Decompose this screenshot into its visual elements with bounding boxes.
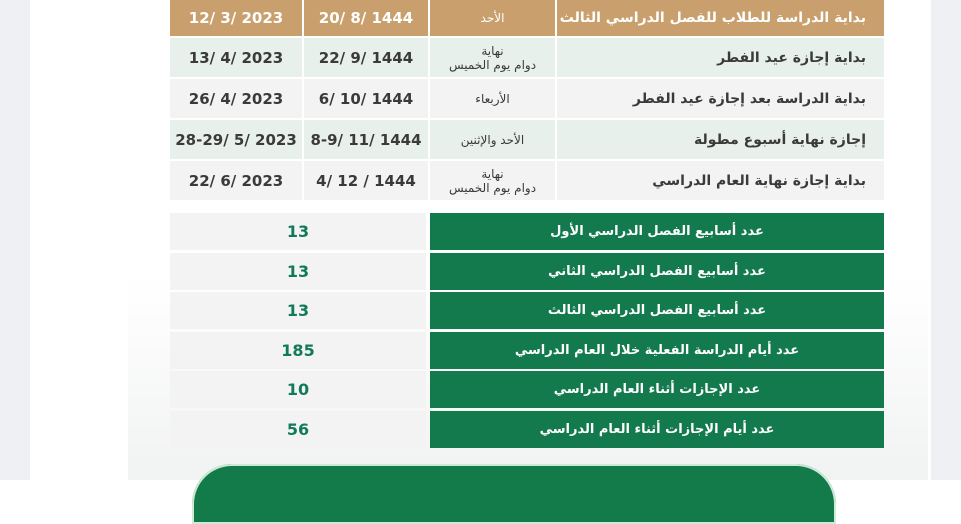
day-text: نهاية bbox=[481, 166, 504, 181]
hijri-date: 20/ 8/ 1444 bbox=[304, 0, 428, 36]
stat-label: عدد أيام الدراسة الفعلية خلال العام الدراسي bbox=[430, 332, 884, 369]
day-cell bbox=[430, 79, 555, 118]
event-name: بداية الدراسة بعد إجازة عيد الفطر bbox=[557, 79, 884, 118]
hijri-date: 22/ 9/ 1444 bbox=[304, 38, 428, 77]
table-row bbox=[170, 120, 886, 159]
stat-label: عدد أسابيع الفصل الدراسي الثالث bbox=[430, 292, 884, 329]
gregorian-date: 12/ 3/ 2023 bbox=[170, 0, 302, 36]
stat-value: 10 bbox=[170, 371, 426, 408]
calendar-page bbox=[30, 0, 931, 480]
stat-value: 13 bbox=[170, 253, 426, 290]
stat-label: عدد الإجازات أثناء العام الدراسي bbox=[430, 371, 884, 408]
day-text: نهاية bbox=[481, 43, 504, 58]
event-name: بداية إجازة نهاية العام الدراسي bbox=[557, 161, 884, 200]
stat-row bbox=[170, 371, 886, 408]
academic-calendar-table bbox=[170, 0, 886, 200]
day-text: دوام يوم الخميس bbox=[448, 180, 537, 195]
event-name: بداية الدراسة للطلاب للفصل الدراسي الثالث bbox=[557, 0, 884, 36]
stat-value: 13 bbox=[170, 292, 426, 329]
table-row bbox=[170, 38, 886, 77]
day-text: الأحد والإثنين bbox=[460, 132, 525, 147]
left-side-strip bbox=[0, 0, 30, 480]
stat-row bbox=[170, 332, 886, 369]
hijri-date: 6/ 10/ 1444 bbox=[304, 79, 428, 118]
day-cell bbox=[430, 120, 555, 159]
right-side-strip bbox=[931, 0, 961, 480]
event-name: بداية إجازة عيد الفطر bbox=[557, 38, 884, 77]
stat-row bbox=[170, 213, 886, 250]
gregorian-date: 28-29/ 5/ 2023 bbox=[170, 120, 302, 159]
day-cell bbox=[430, 0, 555, 36]
stat-label: عدد أيام الإجازات أثناء العام الدراسي bbox=[430, 411, 884, 448]
table-row bbox=[170, 0, 886, 36]
stat-label: عدد أسابيع الفصل الدراسي الأول bbox=[430, 213, 884, 250]
day-text: الأربعاء bbox=[475, 91, 510, 106]
stat-row bbox=[170, 253, 886, 290]
day-cell bbox=[430, 161, 555, 200]
day-text: الأحد bbox=[480, 11, 505, 25]
day-text: دوام يوم الخميس bbox=[448, 57, 537, 72]
hijri-date: 8-9/ 11/ 1444 bbox=[304, 120, 428, 159]
stat-row bbox=[170, 411, 886, 448]
stat-label: عدد أسابيع الفصل الدراسي الثاني bbox=[430, 253, 884, 290]
stat-value: 56 bbox=[170, 411, 426, 448]
hijri-date: 4/ 12 / 1444 bbox=[304, 161, 428, 200]
event-name: إجازة نهاية أسبوع مطولة bbox=[557, 120, 884, 159]
stat-value: 13 bbox=[170, 213, 426, 250]
stat-row bbox=[170, 292, 886, 329]
gregorian-date: 22/ 6/ 2023 bbox=[170, 161, 302, 200]
stats-table bbox=[170, 213, 886, 450]
stat-value: 185 bbox=[170, 332, 426, 369]
table-row bbox=[170, 161, 886, 200]
gregorian-date: 26/ 4/ 2023 bbox=[170, 79, 302, 118]
day-cell bbox=[430, 38, 555, 77]
table-row bbox=[170, 79, 886, 118]
gregorian-date: 13/ 4/ 2023 bbox=[170, 38, 302, 77]
bottom-banner bbox=[192, 464, 836, 524]
